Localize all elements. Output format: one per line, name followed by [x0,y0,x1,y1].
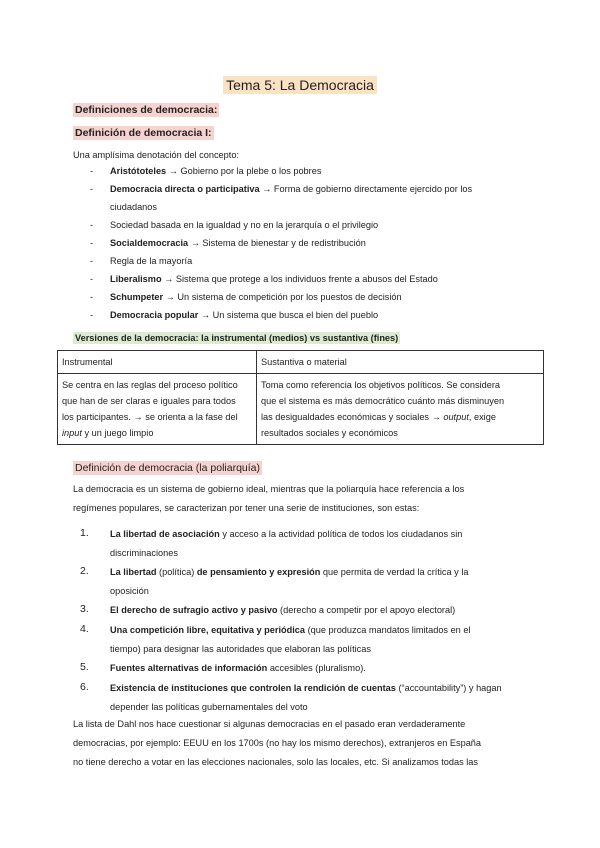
bullet-dash: - [90,184,94,194]
list-number: 4. [80,623,89,635]
bullet-dash: - [90,166,94,176]
list-item: La libertad (política) de pensamiento y expresión que permita de verdad la crítica y la oposición [110,567,469,596]
def2-paragraph: La democracia es un sistema de gobierno ideal, mientras que la poliarquía hace referencia a los regímenes populares, se caracterizan por tener una serie de instituciones, son estas: [73,484,465,513]
list-item: Democracia popular → Un sistema que busca el bien del pueblo [110,310,379,320]
table-header-instrumental: Instrumental [58,351,257,374]
heading-versiones: Versiones de la democracia: la instrumental (medios) vs sustantiva (fines) [75,333,399,343]
bullet-dash: - [90,220,94,230]
page-title: Tema 5: La Democracia [0,77,600,93]
table-header-sustantiva: Sustantiva o material [257,351,544,374]
bullet-dash: - [90,256,94,266]
list-item: Socialdemocracia → Sistema de bienestar y de redistribución [110,238,366,248]
list-number: 5. [80,661,89,673]
table-cell-sustantiva: Toma como referencia los objetivos políticos. Se considera que el sistema es más democrático cuánto más disminuyen las desigualdades económicas y sociales → output, exige resultados sociales y económicos [257,374,544,445]
heading-def1: Definición de democracia I: [75,127,212,139]
table-cell-instrumental: Se centra en las reglas del proceso político que han de ser claras e iguales para todos los participantes. → se orienta a la fase del input y un juego limpio [58,374,257,445]
intro-text: Una amplísima denotación del concepto: [73,150,239,160]
list-item: Una competición libre, equitativa y periódica (que produzca mandatos limitados en el tiempo) para designar las autoridades que elaboran las políticas [110,625,471,654]
list-item: Aristótoteles → Gobierno por la plebe o los pobres [110,166,322,176]
list-item: Sociedad basada en la igualdad y no en la jerarquía o el privilegio [110,220,379,230]
list-item: Existencia de instituciones que controlen la rendición de cuentas (“accountability”) y hagan depender las políticas gubernamentales del voto [110,683,502,712]
heading-def2: Definición de democracia (la poliarquía) [75,462,261,474]
list-number: 3. [80,603,89,615]
list-number: 1. [80,527,89,539]
bullet-dash: - [90,292,94,302]
list-item: La libertad de asociación y acceso a la actividad política de todos los ciudadanos sin discriminaciones [110,529,463,558]
list-number: 2. [80,565,89,577]
list-item: Liberalismo → Sistema que protege a los individuos frente a abusos del Estado [110,274,438,284]
versions-table [57,350,544,445]
bullet-dash: - [90,310,94,320]
list-item: Democracia directa o participativa → Forma de gobierno directamente ejercido por los [110,184,473,194]
list-number: 6. [80,681,89,693]
list-item: Regla de la mayoría [110,256,193,266]
list-item: Schumpeter → Un sistema de competición por los puestos de decisión [110,292,402,302]
list-item: El derecho de sufragio activo y pasivo (derecho a competir por el apoyo electoral) [110,605,456,615]
bullet-dash: - [90,238,94,248]
list-item: ciudadanos [110,202,157,212]
final-paragraph: La lista de Dahl nos hace cuestionar si algunas democracias en el pasado eran verdaderamente democracias, por ejemplo: EEUU en los 1700s (no hay los mismo derechos), extranjeros en España no tiene derecho a votar en las elecciones nacionales, solo las locales, etc. Si analizamos todas las [73,719,482,767]
heading-definiciones: Definiciones de democracia: [75,104,218,116]
list-item: Fuentes alternativas de información accesibles (pluralismo). [110,663,366,673]
bullet-dash: - [90,274,94,284]
